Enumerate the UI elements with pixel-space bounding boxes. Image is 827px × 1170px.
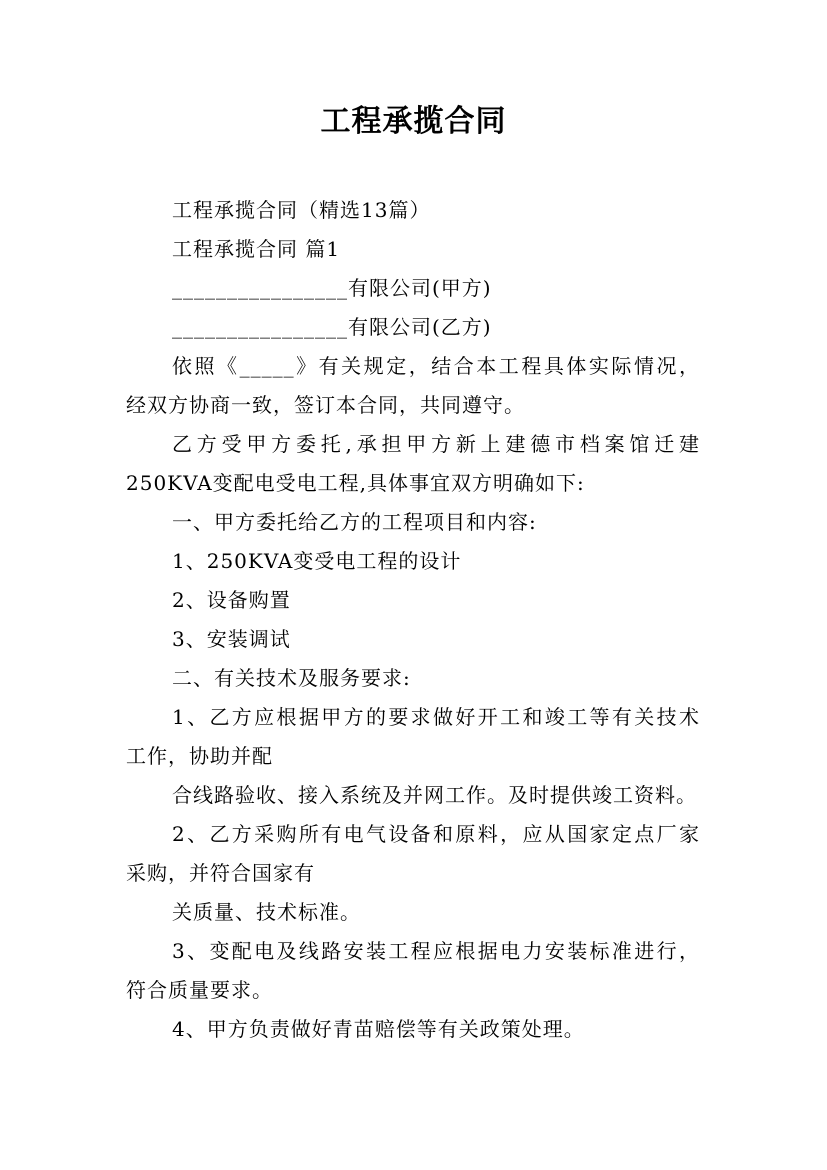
paragraph-line: 250KVA变配电受电工程,具体事宜双方明确如下: xyxy=(126,471,585,495)
paragraph-line: 符合质量要求。 xyxy=(126,978,273,1002)
paragraph-line: 合线路验收、接入系统及并网工作。及时提供竣工资料。 xyxy=(172,783,697,807)
subtitle-line: 工程承揽合同（精选13篇） xyxy=(172,198,431,222)
list-item: 3、安装调试 xyxy=(172,627,291,651)
section-heading: 二、有关技术及服务要求: xyxy=(172,666,411,690)
paragraph-line: 4、甲方负责做好青苗赔偿等有关政策处理。 xyxy=(172,1017,585,1041)
paragraph-line: 关质量、技术标准。 xyxy=(172,900,361,924)
section-heading: 工程承揽合同 篇1 xyxy=(172,237,341,261)
paragraph-line: 经双方协商一致，签订本合同，共同遵守。 xyxy=(126,393,525,417)
party-b-line: ________________有限公司(乙方) xyxy=(172,315,492,339)
paragraph-line: 工作，协助并配 xyxy=(126,744,273,768)
list-item: 1、250KVA变受电工程的设计 xyxy=(172,549,462,573)
paragraph-line: 依照《_____》有关规定，结合本工程具体实际情况， xyxy=(172,354,700,378)
paragraph-line: 乙方受甲方委托,承担甲方新上建德市档案馆迁建 xyxy=(172,432,700,456)
paragraph-line: 1、乙方应根据甲方的要求做好开工和竣工等有关技术 xyxy=(172,705,700,729)
paragraph-line: 3、变配电及线路安装工程应根据电力安装标准进行， xyxy=(172,939,700,963)
section-heading: 一、甲方委托给乙方的工程项目和内容: xyxy=(172,510,537,534)
paragraph-line: 2、乙方采购所有电气设备和原料，应从国家定点厂家 xyxy=(172,822,700,846)
party-a-line: ________________有限公司(甲方) xyxy=(172,276,492,300)
document-title: 工程承揽合同 xyxy=(320,104,507,139)
list-item: 2、设备购置 xyxy=(172,588,291,612)
paragraph-line: 采购，并符合国家有 xyxy=(126,861,315,885)
